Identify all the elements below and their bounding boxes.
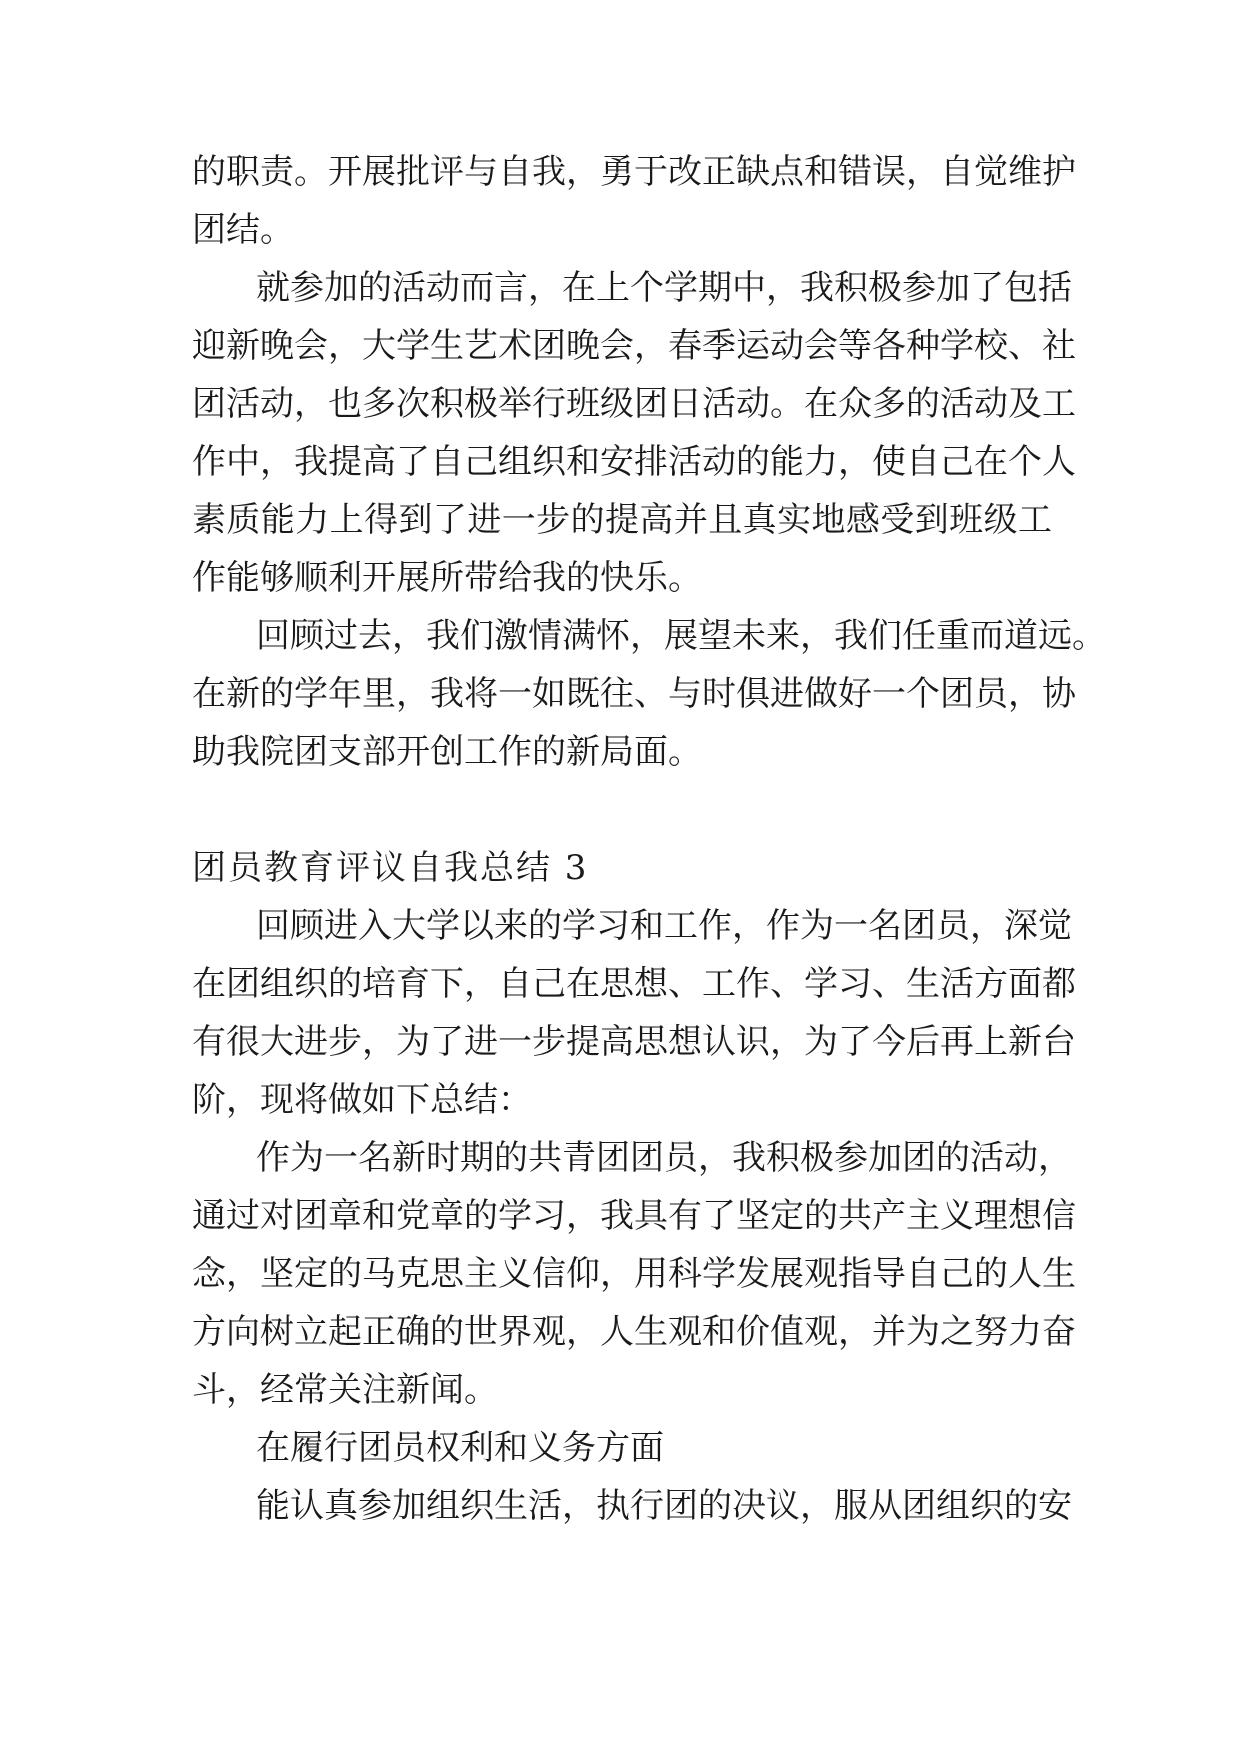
text-line: 团活动，也多次积极举行班级团日活动。在众多的活动及工 [192,384,1076,424]
text-line: 作中，我提高了自己组织和安排活动的能力，使自己在个人 [192,442,1076,482]
text-line: 斗，经常关注新闻。 [192,1370,498,1410]
paragraph-first-line: 回顾进入大学以来的学习和工作，作为一名团员，深觉 [256,906,1072,946]
paragraph-first-line: 作为一名新时期的共青团团员，我积极参加团的活动， [256,1138,1072,1178]
text-line: 在新的学年里，我将一如既往、与时俱进做好一个团员，协 [192,674,1076,714]
text-line: 素质能力上得到了进一步的提高并且真实地感受到班级工 [192,500,1052,540]
paragraph-first-line: 就参加的活动而言，在上个学期中，我积极参加了包括 [256,268,1072,308]
text-line: 助我院团支部开创工作的新局面。 [192,732,702,772]
text-line: 有很大进步，为了进一步提高思想认识，为了今后再上新台 [192,1022,1076,1062]
paragraph-first-line: 回顾过去，我们激情满怀，展望未来，我们任重而道远。 [256,616,1106,656]
text-line: 迎新晚会，大学生艺术团晚会，春季运动会等各种学校、社 [192,326,1076,366]
text-line: 通过对团章和党章的学习，我具有了坚定的共产主义理想信 [192,1196,1076,1236]
paragraph-first-line: 能认真参加组织生活，执行团的决议，服从团组织的安 [256,1486,1072,1526]
section-heading: 团员教育评议自我总结 3 [192,848,589,888]
text-line: 作能够顺利开展所带给我的快乐。 [192,558,702,598]
text-line: 阶，现将做如下总结： [192,1080,532,1120]
text-line: 念，坚定的马克思主义信仰，用科学发展观指导自己的人生 [192,1254,1076,1294]
text-line: 在团组织的培育下，自己在思想、工作、学习、生活方面都 [192,964,1076,1004]
paragraph-first-line: 在履行团员权利和义务方面 [256,1428,664,1468]
text-line: 的职责。开展批评与自我，勇于改正缺点和错误，自觉维护 [192,152,1076,192]
text-line: 方向树立起正确的世界观，人生观和价值观，并为之努力奋 [192,1312,1076,1352]
text-line: 团结。 [192,210,294,250]
